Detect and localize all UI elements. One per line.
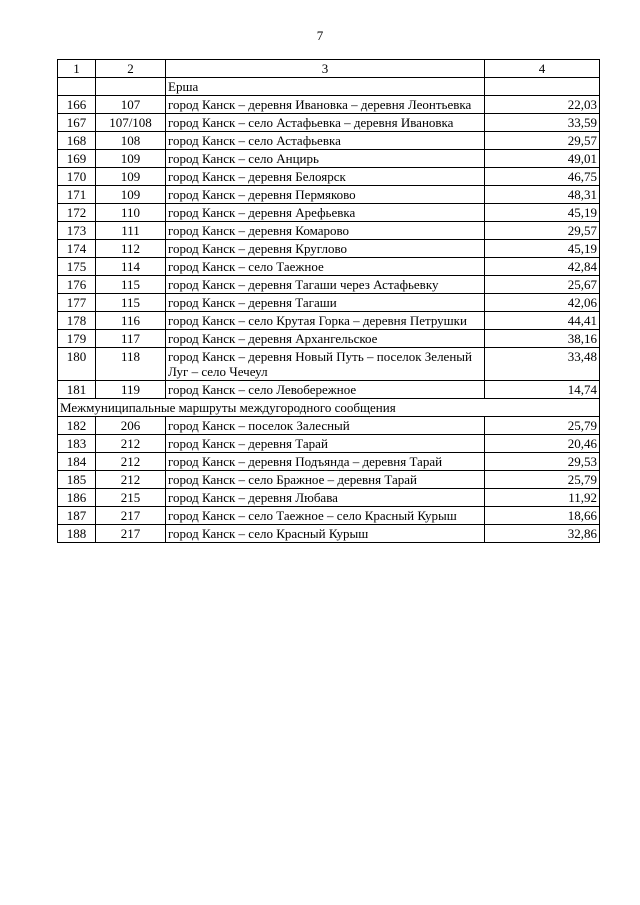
row-number-cell: 176 <box>58 276 96 294</box>
route-description-cell: город Канск – село Астафьевка – деревня Ивановка <box>166 114 485 132</box>
route-description-cell: город Канск – село Таежное – село Красный Курыш <box>166 507 485 525</box>
route-number-cell: 119 <box>96 381 166 399</box>
distance-cell: 25,79 <box>485 471 600 489</box>
table-row <box>58 222 600 240</box>
row-number-cell: 172 <box>58 204 96 222</box>
table-row <box>58 204 600 222</box>
route-description-cell: город Канск – деревня Архангельское <box>166 330 485 348</box>
row-number-cell: 167 <box>58 114 96 132</box>
row-number-cell: 174 <box>58 240 96 258</box>
route-description-cell: город Канск – село Анцирь <box>166 150 485 168</box>
continuation-text: Ерша <box>166 78 485 96</box>
empty-cell <box>96 78 166 96</box>
distance-cell: 33,48 <box>485 348 600 381</box>
route-number-cell: 111 <box>96 222 166 240</box>
route-description-cell: город Канск – село Крутая Горка – деревня Петрушки <box>166 312 485 330</box>
row-number-cell: 168 <box>58 132 96 150</box>
row-number-cell: 171 <box>58 186 96 204</box>
table-row <box>58 435 600 453</box>
route-description-cell: город Канск – деревня Арефьевка <box>166 204 485 222</box>
route-number-cell: 107 <box>96 96 166 114</box>
row-number-cell: 178 <box>58 312 96 330</box>
table-row <box>58 150 600 168</box>
route-description-cell: город Канск – село Красный Курыш <box>166 525 485 543</box>
route-number-cell: 114 <box>96 258 166 276</box>
distance-cell: 49,01 <box>485 150 600 168</box>
table-row <box>58 417 600 435</box>
route-number-cell: 206 <box>96 417 166 435</box>
distance-cell: 25,79 <box>485 417 600 435</box>
route-number-cell: 115 <box>96 294 166 312</box>
distance-cell: 48,31 <box>485 186 600 204</box>
header-row <box>58 60 600 78</box>
route-description-cell: город Канск – деревня Пермяково <box>166 186 485 204</box>
route-description-cell: город Канск – деревня Белоярск <box>166 168 485 186</box>
distance-cell: 25,67 <box>485 276 600 294</box>
route-description-cell: город Канск – деревня Подъянда – деревня Тарай <box>166 453 485 471</box>
row-number-cell: 180 <box>58 348 96 381</box>
header-cell-2: 2 <box>96 60 166 78</box>
route-number-cell: 110 <box>96 204 166 222</box>
distance-cell: 29,57 <box>485 132 600 150</box>
row-number-cell: 177 <box>58 294 96 312</box>
table-row <box>58 381 600 399</box>
row-number-cell: 188 <box>58 525 96 543</box>
route-description-cell: город Канск – деревня Тагаши через Астафьевку <box>166 276 485 294</box>
continuation-row <box>58 78 600 96</box>
distance-cell: 11,92 <box>485 489 600 507</box>
route-description-cell: город Канск – село Бражное – деревня Тарай <box>166 471 485 489</box>
row-number-cell: 175 <box>58 258 96 276</box>
route-number-cell: 215 <box>96 489 166 507</box>
table-row <box>58 132 600 150</box>
distance-cell: 32,86 <box>485 525 600 543</box>
row-number-cell: 166 <box>58 96 96 114</box>
route-description-cell: город Канск – деревня Круглово <box>166 240 485 258</box>
row-number-cell: 186 <box>58 489 96 507</box>
row-number-cell: 170 <box>58 168 96 186</box>
distance-cell: 45,19 <box>485 204 600 222</box>
route-number-cell: 117 <box>96 330 166 348</box>
empty-cell <box>58 78 96 96</box>
table-row <box>58 330 600 348</box>
route-description-cell: город Канск – поселок Залесный <box>166 417 485 435</box>
route-number-cell: 109 <box>96 186 166 204</box>
route-number-cell: 116 <box>96 312 166 330</box>
table-row <box>58 240 600 258</box>
table-row <box>58 114 600 132</box>
route-number-cell: 212 <box>96 471 166 489</box>
distance-cell: 22,03 <box>485 96 600 114</box>
routes-table <box>57 59 600 543</box>
row-number-cell: 179 <box>58 330 96 348</box>
table-row <box>58 525 600 543</box>
distance-cell: 44,41 <box>485 312 600 330</box>
section-title: Межмуниципальные маршруты междугородного сообщения <box>58 399 600 417</box>
distance-cell: 14,74 <box>485 381 600 399</box>
route-number-cell: 212 <box>96 453 166 471</box>
distance-cell: 33,59 <box>485 114 600 132</box>
row-number-cell: 184 <box>58 453 96 471</box>
table-row <box>58 276 600 294</box>
distance-cell: 46,75 <box>485 168 600 186</box>
distance-cell: 20,46 <box>485 435 600 453</box>
route-description-cell: город Канск – деревня Ивановка – деревня Леонтьевка <box>166 96 485 114</box>
table-row <box>58 453 600 471</box>
table-row <box>58 258 600 276</box>
route-number-cell: 108 <box>96 132 166 150</box>
route-description-cell: город Канск – село Астафьевка <box>166 132 485 150</box>
route-description-cell: город Канск – деревня Тарай <box>166 435 485 453</box>
empty-cell <box>485 78 600 96</box>
route-description-cell: город Канск – деревня Комарово <box>166 222 485 240</box>
row-number-cell: 183 <box>58 435 96 453</box>
table-row <box>58 312 600 330</box>
row-number-cell: 169 <box>58 150 96 168</box>
distance-cell: 42,06 <box>485 294 600 312</box>
route-number-cell: 217 <box>96 507 166 525</box>
table-row <box>58 96 600 114</box>
page-number: 7 <box>316 28 324 43</box>
route-description-cell: город Канск – село Таежное <box>166 258 485 276</box>
table-row <box>58 294 600 312</box>
table-row <box>58 348 600 381</box>
row-number-cell: 185 <box>58 471 96 489</box>
route-description-cell: город Канск – село Левобережное <box>166 381 485 399</box>
distance-cell: 38,16 <box>485 330 600 348</box>
distance-cell: 18,66 <box>485 507 600 525</box>
section-row <box>58 399 600 417</box>
row-number-cell: 181 <box>58 381 96 399</box>
table-row <box>58 186 600 204</box>
route-number-cell: 115 <box>96 276 166 294</box>
route-description-cell: город Канск – деревня Любава <box>166 489 485 507</box>
header-cell-4: 4 <box>485 60 600 78</box>
route-number-cell: 217 <box>96 525 166 543</box>
header-cell-1: 1 <box>58 60 96 78</box>
row-number-cell: 187 <box>58 507 96 525</box>
distance-cell: 29,57 <box>485 222 600 240</box>
table-row <box>58 471 600 489</box>
header-cell-3: 3 <box>166 60 485 78</box>
distance-cell: 29,53 <box>485 453 600 471</box>
route-number-cell: 212 <box>96 435 166 453</box>
row-number-cell: 182 <box>58 417 96 435</box>
route-number-cell: 118 <box>96 348 166 381</box>
route-description-cell: город Канск – деревня Тагаши <box>166 294 485 312</box>
route-number-cell: 109 <box>96 150 166 168</box>
distance-cell: 45,19 <box>485 240 600 258</box>
route-number-cell: 109 <box>96 168 166 186</box>
route-number-cell: 112 <box>96 240 166 258</box>
route-number-cell: 107/108 <box>96 114 166 132</box>
table-row <box>58 168 600 186</box>
route-description-cell: город Канск – деревня Новый Путь – поселок Зеленый Луг – село Чечеул <box>166 348 485 381</box>
row-number-cell: 173 <box>58 222 96 240</box>
table-row <box>58 489 600 507</box>
distance-cell: 42,84 <box>485 258 600 276</box>
table-row <box>58 507 600 525</box>
